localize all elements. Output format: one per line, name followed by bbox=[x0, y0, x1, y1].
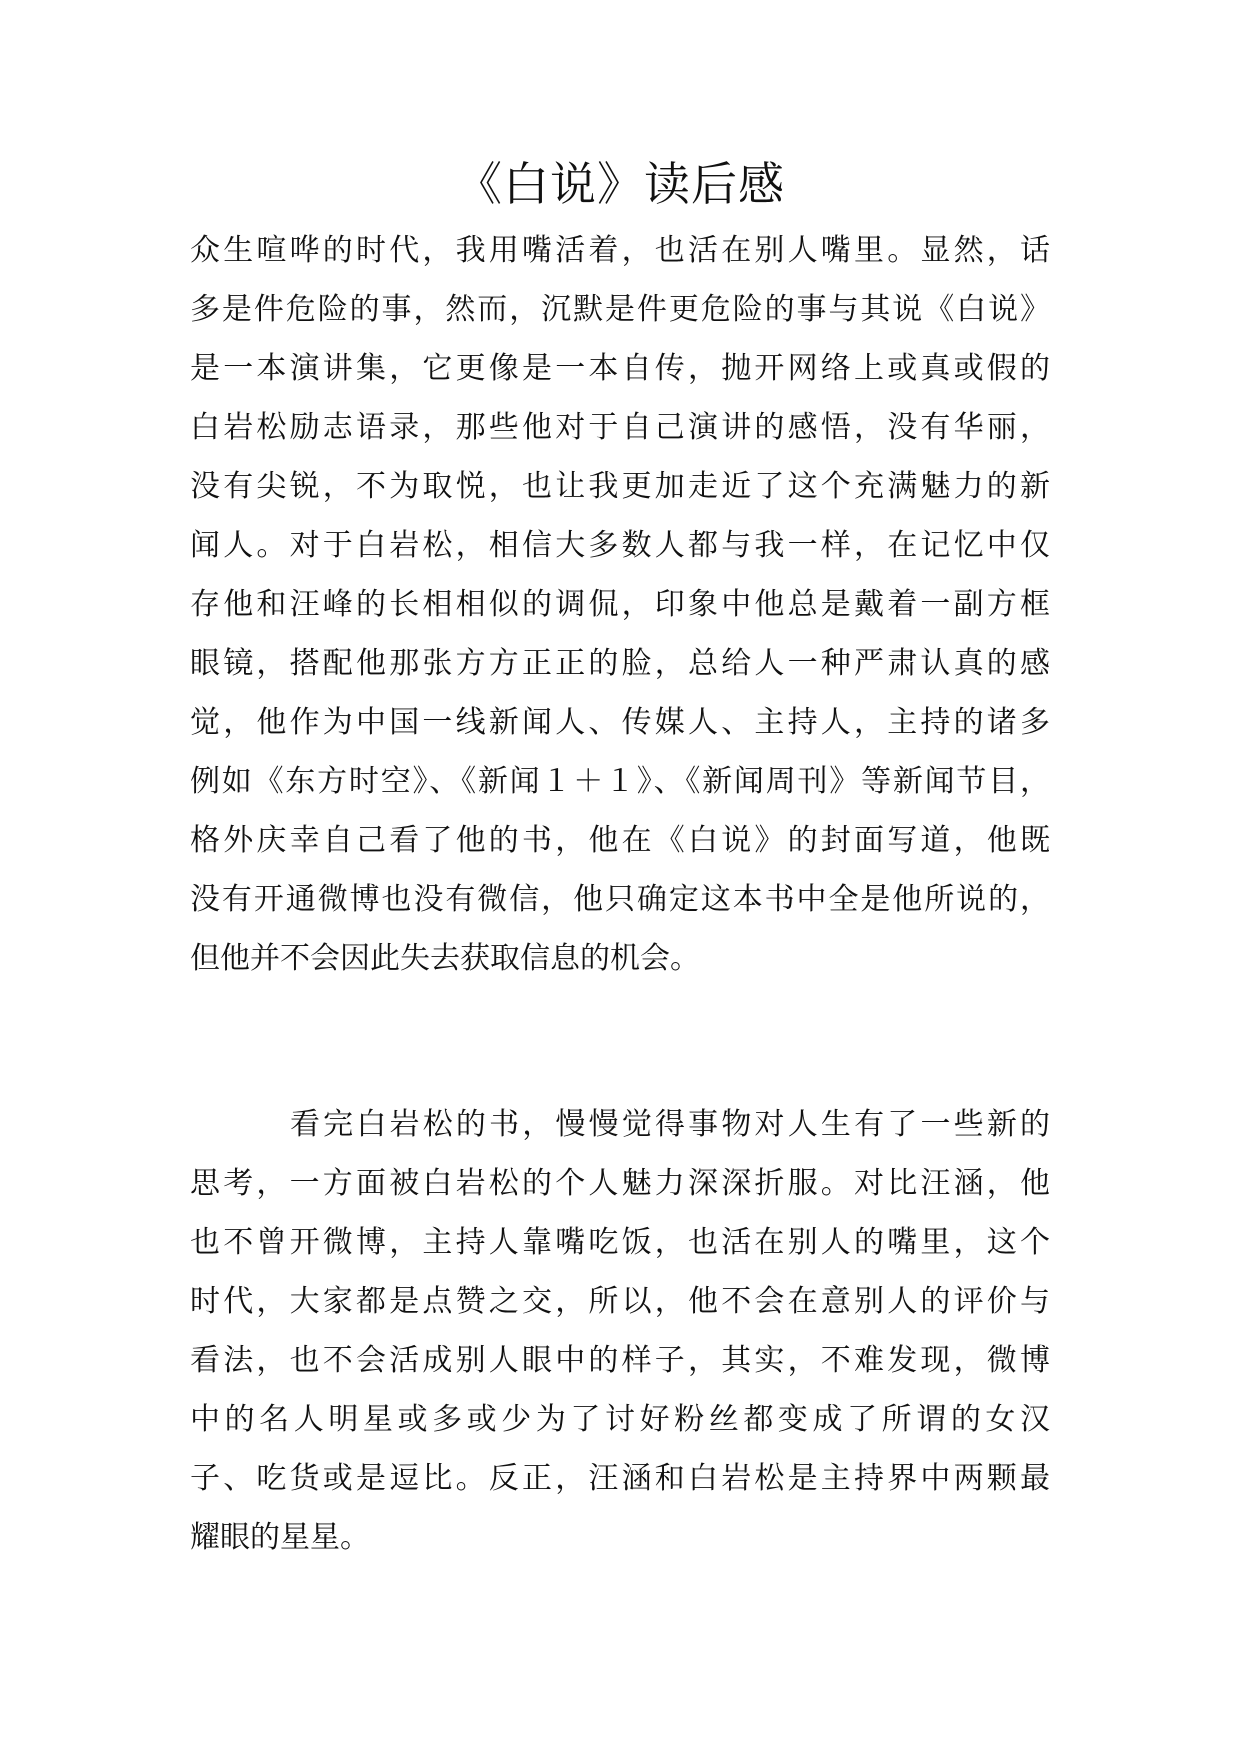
text-line: 看法，也不会活成别人眼中的样子，其实，不难发现，微博 bbox=[190, 1343, 1050, 1378]
text-line: 没有尖锐，不为取悦，也让我更加走近了这个充满魅力的新 bbox=[190, 469, 1050, 504]
text-line: 时代，大家都是点赞之交，所以，他不会在意别人的评价与 bbox=[190, 1284, 1050, 1319]
text-line: 多是件危险的事，然而，沉默是件更危险的事与其说《白说》 bbox=[190, 292, 1050, 327]
text-line: 众生喧哗的时代，我用嘴活着，也活在别人嘴里。显然，话 bbox=[190, 233, 1050, 268]
text-line: 看完白岩松的书，慢慢觉得事物对人生有了一些新的 bbox=[290, 1107, 1050, 1142]
text-line: 存他和汪峰的长相相似的调侃，印象中他总是戴着一副方框 bbox=[190, 587, 1050, 622]
text-line: 耀眼的星星。 bbox=[190, 1520, 370, 1555]
text-line: 没有开通微博也没有微信，他只确定这本书中全是他所说的， bbox=[190, 882, 1050, 917]
paragraph-1 bbox=[190, 221, 1050, 988]
text-line: 眼镜，搭配他那张方方正正的脸，总给人一种严肃认真的感 bbox=[190, 646, 1050, 681]
text-line: 中的名人明星或多或少为了讨好粉丝都变成了所谓的女汉 bbox=[190, 1402, 1050, 1437]
text-line: 觉，他作为中国一线新闻人、传媒人、主持人，主持的诸多 bbox=[190, 705, 1050, 740]
text-line: 格外庆幸自己看了他的书，他在《白说》的封面写道，他既 bbox=[190, 823, 1050, 858]
text-line: 是一本演讲集，它更像是一本自传，抛开网络上或真或假的 bbox=[190, 351, 1050, 386]
text-line: 例如《东方时空》、《新闻１＋１》、《新闻周刊》等新闻节目， bbox=[190, 764, 1050, 799]
text-line: 思考，一方面被白岩松的个人魅力深深折服。对比汪涵，他 bbox=[190, 1166, 1050, 1201]
text-line: 子、吃货或是逗比。反正，汪涵和白岩松是主持界中两颗最 bbox=[190, 1461, 1050, 1496]
text-line: 白岩松励志语录，那些他对于自己演讲的感悟，没有华丽， bbox=[190, 410, 1050, 445]
paragraph-2 bbox=[190, 1095, 1050, 1567]
document-title: 《白说》读后感 bbox=[456, 157, 785, 211]
text-line: 但他并不会因此失去获取信息的机会。 bbox=[190, 941, 700, 976]
text-line: 闻人。对于白岩松，相信大多数人都与我一样，在记忆中仅 bbox=[190, 528, 1050, 563]
text-line: 也不曾开微博，主持人靠嘴吃饭，也活在别人的嘴里，这个 bbox=[190, 1225, 1050, 1260]
